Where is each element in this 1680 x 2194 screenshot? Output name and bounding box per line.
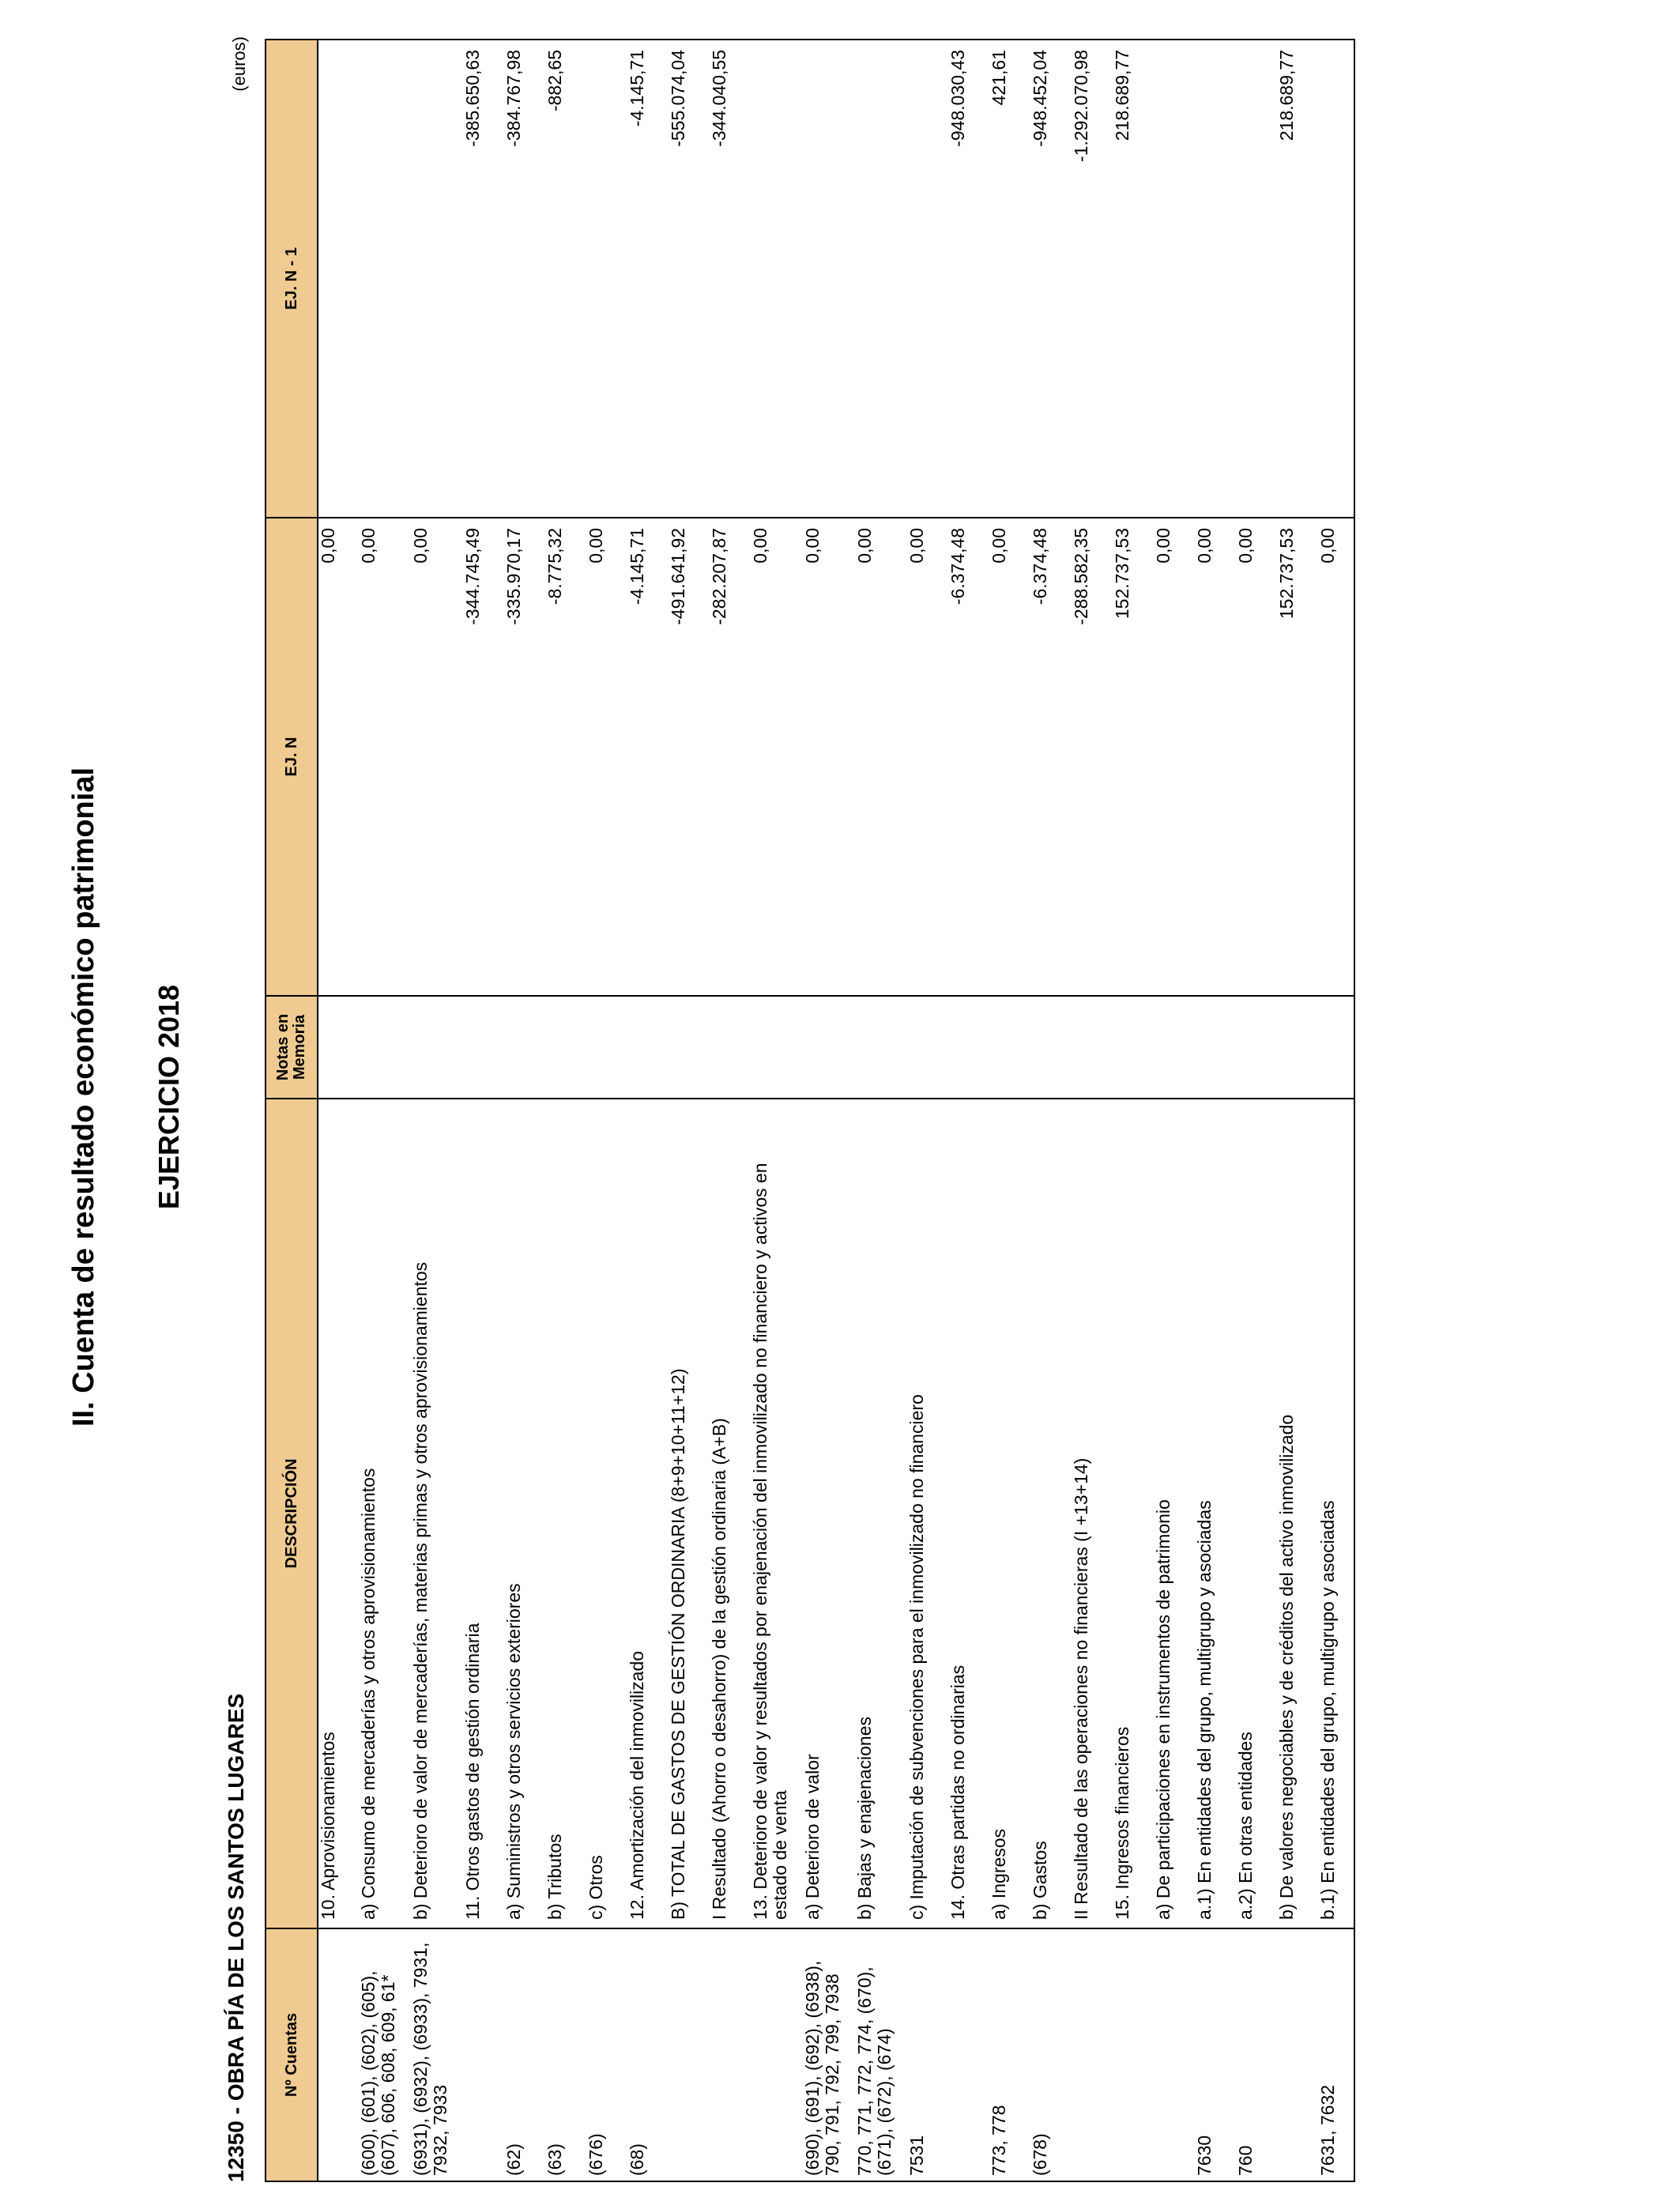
cell-descripcion: b) Tributos: [545, 1099, 586, 1928]
table-row: [1154, 40, 1195, 2181]
cell-ej-n: 0,00: [803, 518, 855, 996]
cell-notas: [907, 996, 948, 1099]
cell-cuentas: 7531: [907, 1928, 948, 2181]
cell-descripcion: 10. Aprovisionamientos: [318, 1099, 359, 1928]
cell-cuentas: 770, 771, 772, 774, (670), (671), (672), (674): [855, 1928, 907, 2181]
cell-cuentas: 7631, 7632: [1318, 1928, 1354, 2181]
cell-ej-n1: [1154, 40, 1195, 518]
cell-cuentas: (600), (601), (602), (605), (607), 606, 608, 609, 61*: [359, 1928, 411, 2181]
cell-descripcion: b) Bajas y enajenaciones: [855, 1099, 907, 1928]
cell-notas: [751, 996, 803, 1099]
cell-ej-n1: -385.650,63: [463, 40, 504, 518]
table-row: [948, 40, 989, 2181]
cell-ej-n: 0,00: [586, 518, 627, 996]
table-row: [586, 40, 627, 2181]
col-header-ej-n: EJ. N: [266, 518, 318, 996]
cell-ej-n: -6.374,48: [1030, 518, 1072, 996]
cell-ej-n: 152.737,53: [1113, 518, 1154, 996]
cell-ej-n1: [803, 40, 855, 518]
cell-descripcion: a) Deterioro de valor: [803, 1099, 855, 1928]
table-row: [318, 40, 359, 2181]
cell-notas: [318, 996, 359, 1099]
table-row: [1236, 40, 1277, 2181]
cell-notas: [710, 996, 751, 1099]
cell-ej-n1: 218.689,77: [1113, 40, 1154, 518]
cell-ej-n1: -4.145,71: [627, 40, 669, 518]
cell-cuentas: [318, 1928, 359, 2181]
cell-cuentas: (62): [504, 1928, 545, 2181]
table-row: [710, 40, 751, 2181]
cell-ej-n1: [751, 40, 803, 518]
cell-ej-n1: [855, 40, 907, 518]
col-header-ej-n1: EJ. N - 1: [266, 40, 318, 518]
cell-ej-n1: [318, 40, 359, 518]
cell-notas: [545, 996, 586, 1099]
cell-descripcion: a) Consumo de mercaderías y otros aprovisionamientos: [359, 1099, 411, 1928]
units-label: (euros): [229, 36, 249, 92]
entity-name: 12350 - OBRA PÍA DE LOS SANTOS LUGARES: [224, 1693, 248, 2182]
cell-notas: [359, 996, 411, 1099]
table-row: [751, 40, 803, 2181]
cell-descripcion: b) Deterioro de valor de mercaderías, materias primas y otros aprovisionamientos: [411, 1099, 463, 1928]
cell-notas: [1277, 996, 1318, 1099]
cell-notas: [504, 996, 545, 1099]
cell-descripcion: a.1) En entidades del grupo, multigrupo y asociadas: [1195, 1099, 1236, 1928]
cell-notas: [1072, 996, 1113, 1099]
cell-notas: [1195, 996, 1236, 1099]
table-row: [545, 40, 586, 2181]
table-row: [1195, 40, 1236, 2181]
cell-ej-n1: -344.040,55: [710, 40, 751, 518]
cell-notas: [1154, 996, 1195, 1099]
cell-notas: [669, 996, 710, 1099]
table-row: [1318, 40, 1354, 2181]
cell-ej-n: -282.207,87: [710, 518, 751, 996]
cell-descripcion: I Resultado (Ahorro o desahorro) de la gestión ordinaria (A+B): [710, 1099, 751, 1928]
cell-notas: [1236, 996, 1277, 1099]
cell-cuentas: [710, 1928, 751, 2181]
col-header-descripcion: DESCRIPCIÓN: [266, 1099, 318, 1928]
cell-ej-n1: [1195, 40, 1236, 518]
cell-ej-n1: -384.767,98: [504, 40, 545, 518]
cell-ej-n1: [1318, 40, 1354, 518]
cell-ej-n: 0,00: [1154, 518, 1195, 996]
cell-descripcion: a) Ingresos: [989, 1099, 1030, 1928]
cell-cuentas: [1113, 1928, 1154, 2181]
cell-ej-n: -335.970,17: [504, 518, 545, 996]
results-table: [265, 39, 1355, 2182]
cell-ej-n1: -948.452,04: [1030, 40, 1072, 518]
table-row: [855, 40, 907, 2181]
table-row: [1277, 40, 1318, 2181]
table-row: [411, 40, 463, 2181]
cell-notas: [586, 996, 627, 1099]
cell-ej-n1: [411, 40, 463, 518]
cell-notas: [1030, 996, 1072, 1099]
cell-cuentas: [948, 1928, 989, 2181]
cell-cuentas: [1277, 1928, 1318, 2181]
table-row: [989, 40, 1030, 2181]
cell-descripcion: c) Otros: [586, 1099, 627, 1928]
cell-descripcion: b) Gastos: [1030, 1099, 1072, 1928]
cell-notas: [803, 996, 855, 1099]
cell-descripcion: b) De valores negociables y de créditos del activo inmovilizado: [1277, 1099, 1318, 1928]
cell-cuentas: (690), (691), (692), (6938), 790, 791, 792, 799, 7938: [803, 1928, 855, 2181]
cell-ej-n: 0,00: [359, 518, 411, 996]
cell-descripcion: 15. Ingresos financieros: [1113, 1099, 1154, 1928]
cell-ej-n: -491.641,92: [669, 518, 710, 996]
page-title: II. Cuenta de resultado económico patrimonial: [67, 767, 100, 1427]
cell-ej-n1: [359, 40, 411, 518]
cell-cuentas: (678): [1030, 1928, 1072, 2181]
cell-notas: [411, 996, 463, 1099]
cell-cuentas: [1154, 1928, 1195, 2181]
cell-ej-n: -288.582,35: [1072, 518, 1113, 996]
col-header-notas: Notas en Memoria: [266, 996, 318, 1099]
page-subtitle: EJERCICIO 2018: [153, 984, 185, 1210]
table-row: [1113, 40, 1154, 2181]
cell-ej-n: 0,00: [751, 518, 803, 996]
cell-descripcion: c) Imputación de subvenciones para el inmovilizado no financiero: [907, 1099, 948, 1928]
cell-ej-n: -6.374,48: [948, 518, 989, 996]
cell-descripcion: 14. Otras partidas no ordinarias: [948, 1099, 989, 1928]
table-header-row: [266, 40, 318, 2181]
table-row: [359, 40, 411, 2181]
cell-ej-n1: [1236, 40, 1277, 518]
col-header-cuentas: Nº Cuentas: [266, 1928, 318, 2181]
cell-cuentas: (676): [586, 1928, 627, 2181]
cell-cuentas: [463, 1928, 504, 2181]
cell-descripcion: a) De participaciones en instrumentos de patrimonio: [1154, 1099, 1195, 1928]
table-row: [463, 40, 504, 2181]
cell-ej-n1: -555.074,04: [669, 40, 710, 518]
cell-descripcion: a.2) En otras entidades: [1236, 1099, 1277, 1928]
cell-descripcion: B) TOTAL DE GASTOS DE GESTIÓN ORDINARIA (8+9+10+11+12): [669, 1099, 710, 1928]
cell-ej-n: 0,00: [1236, 518, 1277, 996]
table-row: [504, 40, 545, 2181]
cell-cuentas: [751, 1928, 803, 2181]
cell-ej-n1: 218.689,77: [1277, 40, 1318, 518]
cell-descripcion: a) Suministros y otros servicios exteriores: [504, 1099, 545, 1928]
cell-descripcion: b.1) En entidades del grupo, multigrupo y asociadas: [1318, 1099, 1354, 1928]
table-body: [318, 40, 1354, 2181]
cell-descripcion: 11. Otros gastos de gestión ordinaria: [463, 1099, 504, 1928]
cell-cuentas: (6931), (6932), (6933), 7931, 7932, 7933: [411, 1928, 463, 2181]
cell-descripcion: II Resultado de las operaciones no financieras (I +13+14): [1072, 1099, 1113, 1928]
cell-ej-n: 0,00: [1195, 518, 1236, 996]
cell-notas: [463, 996, 504, 1099]
table-row: [907, 40, 948, 2181]
cell-cuentas: (68): [627, 1928, 669, 2181]
table-row: [1030, 40, 1072, 2181]
cell-cuentas: [669, 1928, 710, 2181]
cell-notas: [989, 996, 1030, 1099]
cell-ej-n1: [907, 40, 948, 518]
cell-cuentas: 7630: [1195, 1928, 1236, 2181]
cell-ej-n: 0,00: [318, 518, 359, 996]
cell-ej-n: 0,00: [855, 518, 907, 996]
cell-ej-n1: [586, 40, 627, 518]
table-row: [627, 40, 669, 2181]
cell-ej-n: -8.775,32: [545, 518, 586, 996]
cell-ej-n: 0,00: [907, 518, 948, 996]
cell-ej-n1: -882,65: [545, 40, 586, 518]
cell-ej-n: -344.745,49: [463, 518, 504, 996]
cell-ej-n: 0,00: [989, 518, 1030, 996]
cell-cuentas: (63): [545, 1928, 586, 2181]
cell-notas: [627, 996, 669, 1099]
cell-notas: [948, 996, 989, 1099]
cell-ej-n: 0,00: [411, 518, 463, 996]
cell-notas: [1113, 996, 1154, 1099]
cell-ej-n1: -948.030,43: [948, 40, 989, 518]
cell-ej-n1: -1.292.070,98: [1072, 40, 1113, 518]
cell-notas: [855, 996, 907, 1099]
cell-ej-n: -4.145,71: [627, 518, 669, 996]
table-row: [1072, 40, 1113, 2181]
cell-ej-n: 152.737,53: [1277, 518, 1318, 996]
cell-notas: [1318, 996, 1354, 1099]
table-row: [669, 40, 710, 2181]
cell-ej-n: 0,00: [1318, 518, 1354, 996]
cell-descripcion: 13. Deterioro de valor y resultados por enajenación del inmovilizado no financiero y activos en estado de venta: [751, 1099, 803, 1928]
table-row: [803, 40, 855, 2181]
cell-cuentas: 760: [1236, 1928, 1277, 2181]
cell-ej-n1: 421,61: [989, 40, 1030, 518]
cell-cuentas: 773, 778: [989, 1928, 1030, 2181]
cell-cuentas: [1072, 1928, 1113, 2181]
cell-descripcion: 12. Amortización del inmovilizado: [627, 1099, 669, 1928]
